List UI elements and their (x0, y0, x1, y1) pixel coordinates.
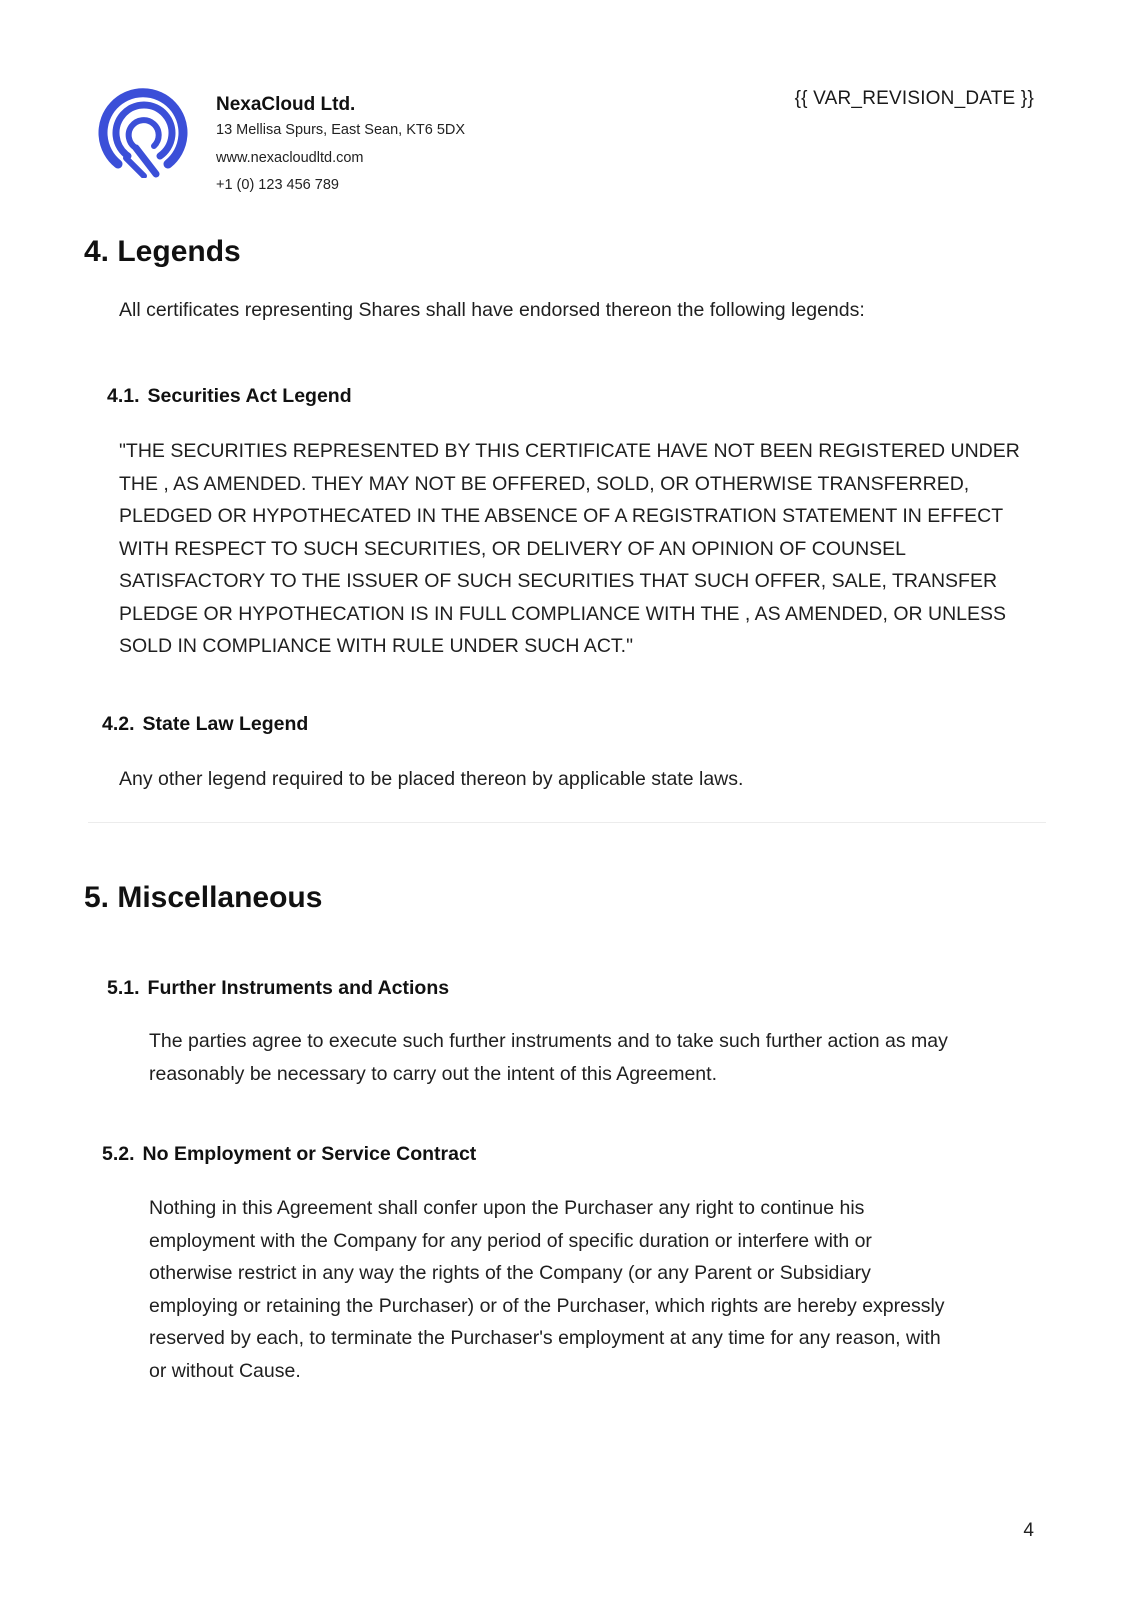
subsection-4-1-number: 4.1. (107, 385, 140, 407)
state-law-legend-text: Any other legend required to be placed thereon by applicable state laws. (119, 768, 744, 790)
revision-date: {{ VAR_REVISION_DATE }} (794, 88, 1034, 109)
company-website[interactable]: www.nexacloudltd.com (216, 150, 364, 166)
subsection-4-2-title: State Law Legend (142, 713, 309, 735)
company-name: NexaCloud Ltd. (216, 94, 356, 115)
company-logo (98, 78, 190, 178)
securities-legend-text (119, 435, 1020, 663)
further-instruments-line: reasonably be necessary to carry out the intent of this Agreement. (149, 1062, 717, 1085)
subsection-5-1-title: Further Instruments and Actions (147, 977, 450, 999)
subsection-4-2-heading (102, 712, 308, 736)
company-info (216, 94, 465, 194)
securities-legend-line: WITH RESPECT TO SUCH SECURITIES, OR DELIVERY OF AN OPINION OF COUNSEL (119, 537, 907, 560)
securities-legend-line: PLEDGED OR HYPOTHECATED IN THE ABSENCE OF A REGISTRATION STATEMENT IN EFFECT (119, 505, 1004, 527)
securities-legend-line: SATISFACTORY TO THE ISSUER OF SUCH SECURITIES THAT SUCH OFFER, SALE, TRANSFER (119, 570, 998, 592)
securities-legend-line: THE , AS AMENDED. THEY MAY NOT BE OFFERED, SOLD, OR OTHERWISE TRANSFERRED, (119, 472, 970, 495)
securities-legend-line: SOLD IN COMPLIANCE WITH RULE UNDER SUCH ACT." (119, 635, 633, 657)
company-address: 13 Mellisa Spurs, East Sean, KT6 5DX (216, 122, 466, 138)
page-number: 4 (1023, 1520, 1034, 1541)
logo-icon (98, 78, 190, 178)
no-employment-text (149, 1192, 945, 1387)
subsection-4-2-number: 4.2. (102, 713, 135, 735)
subsection-5-2-number: 5.2. (102, 1143, 135, 1165)
subsection-5-2-heading (102, 1142, 476, 1166)
section-4-intro: All certificates representing Shares shall have endorsed thereon the following legends: (119, 299, 865, 321)
no-employment-line: employing or retaining the Purchaser) or of the Purchaser, which rights are hereby expressly (149, 1294, 945, 1317)
no-employment-line: otherwise restrict in any way the rights of the Company (or any Parent or Subsidiary (149, 1262, 871, 1284)
section-divider (88, 822, 1046, 823)
securities-legend-line: "THE SECURITIES REPRESENTED BY THIS CERTIFICATE HAVE NOT BEEN REGISTERED UNDER (119, 440, 1020, 462)
no-employment-line: or without Cause. (149, 1359, 301, 1382)
subsection-5-2-title: No Employment or Service Contract (142, 1143, 477, 1165)
subsection-5-1-heading (107, 976, 449, 1000)
further-instruments-line: The parties agree to execute such further instruments and to take such further action as may (149, 1030, 948, 1052)
no-employment-line: Nothing in this Agreement shall confer upon the Purchaser any right to continue his (149, 1197, 865, 1219)
subsection-4-1-title: Securities Act Legend (147, 385, 352, 407)
section-5-title: 5. Miscellaneous (84, 881, 323, 914)
further-instruments-text (149, 1025, 948, 1090)
no-employment-line: employment with the Company for any period of specific duration or interfere with or (149, 1229, 872, 1252)
subsection-4-1-heading (107, 384, 352, 408)
securities-legend-line: PLEDGE OR HYPOTHECATION IS IN FULL COMPLIANCE WITH THE , AS AMENDED, OR UNLESS (119, 602, 1007, 625)
subsection-5-1-number: 5.1. (107, 977, 140, 999)
company-phone: +1 (0) 123 456 789 (216, 177, 339, 193)
no-employment-line: reserved by each, to terminate the Purchaser's employment at any time for any reason, with (149, 1327, 941, 1349)
section-4-title: 4. Legends (84, 235, 241, 268)
